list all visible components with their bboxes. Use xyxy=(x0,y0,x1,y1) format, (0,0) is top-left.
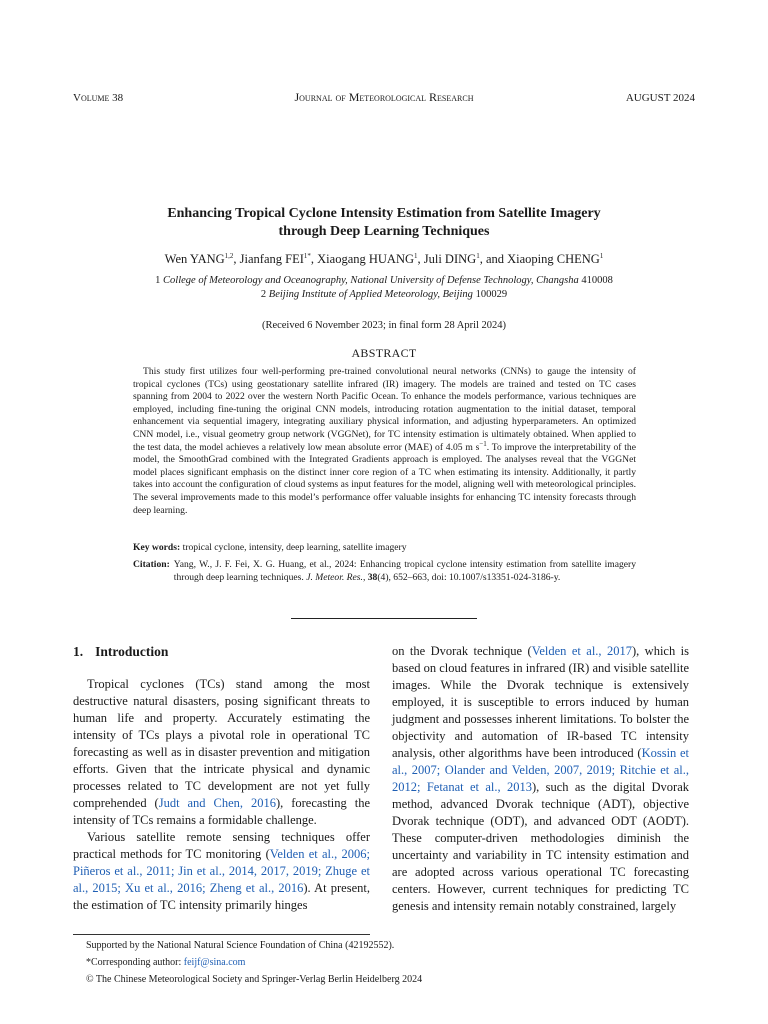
affiliation-number: 2 xyxy=(260,289,267,300)
author: Juli DING xyxy=(423,252,477,266)
keywords-text: tropical cyclone, intensity, deep learning, satellite imagery xyxy=(182,542,407,553)
paper-title xyxy=(100,205,668,241)
paragraph-text: on the Dvorak technique ( xyxy=(392,644,532,658)
title-line-1: Enhancing Tropical Cyclone Intensity Estimation from Satellite Imagery xyxy=(167,206,601,221)
title-line-2: through Deep Learning Techniques xyxy=(278,224,490,239)
author-separator: , xyxy=(417,252,424,266)
section-heading xyxy=(73,643,370,660)
affiliation-org: College of Meteorology and Oceanography, National University of Defense Technology, Changsha xyxy=(163,275,579,286)
footnote-copyright: © The Chinese Meteorological Society and Springer-Verlag Berlin Heidelberg 2024 xyxy=(86,974,423,985)
author: Jianfang FEI xyxy=(239,252,304,266)
affiliation-2 xyxy=(100,289,668,300)
author: Xiaogang HUANG xyxy=(317,252,414,266)
unit-exponent: −1 xyxy=(479,439,487,448)
citation xyxy=(133,559,636,584)
reference-link[interactable]: Velden et al., 2006; Piñeros et al., 2011; Jin et al., 2014, 2017, 2019; Zhuge et al., 2015; Xu et al., 2016; Zheng et al., 2016 xyxy=(73,847,370,895)
abstract-text: . To improve the interpretability of the model, the SmoothGrad combined with the Integrated Gradients approach is employed. The analyses reveal that the VGGNet model places significant emphasis on the distinct inner core region of a TC when estimating its intensity. Additionally, it partly takes into account the configuration of cloud systems as input features for the model, aligning well with meteorological principles. The several improvements made to this model’s performance offer valuable insights for enhancing TC intensity forecasts through deep learning. xyxy=(133,441,636,516)
paragraph-text: ). At present, the estimation of TC intensity primarily hinges xyxy=(73,881,370,912)
keywords xyxy=(133,542,636,553)
abstract-heading: ABSTRACT xyxy=(351,346,417,360)
author-list xyxy=(100,252,668,267)
paragraph-text: Tropical cyclones (TCs) stand among the most destructive natural disasters, posing significant threats to human life and property. Accurately estimating the intensity of TCs plays a pivotal role in operational TC forecasting as well as in disaster prevention and mitigation efforts. Given that the intricate physical and dynamic processes related to TC development are not yet fully comprehended ( xyxy=(73,677,370,810)
author-separator: , and xyxy=(479,252,508,266)
section-title: Introduction xyxy=(95,644,169,659)
author-affil-sup: 1 xyxy=(414,251,418,260)
right-column xyxy=(392,643,689,915)
running-header-date: AUGUST 2024 xyxy=(625,92,695,104)
running-header-volume: Volume 38 xyxy=(73,92,124,104)
citation-volume: 38 xyxy=(367,571,378,583)
footnote-corresponding xyxy=(86,957,245,968)
reference-link[interactable]: Judt and Chen, 2016 xyxy=(158,796,276,810)
paragraph-text: Various satellite remote sensing techniques offer practical methods for TC monitoring ( xyxy=(73,830,370,861)
received-dates: (Received 6 November 2023; in final form 28 April 2024) xyxy=(261,320,507,331)
author-separator: , xyxy=(310,252,318,266)
affiliation-zip: 410008 xyxy=(581,275,613,286)
footnote-divider xyxy=(73,934,370,935)
affiliation-number: 1 xyxy=(155,275,161,286)
author-separator: , xyxy=(233,252,240,266)
paragraph-text: ), such as the digital Dvorak method, advanced Dvorak technique (ADT), objective Dvorak technique (ODT), and advanced ODT (AODT). These computer-driven methodologies diminish the uncertainty and variability in TC intensity estimation and are adopted across various operational TC forecasting centers. However, current techniques for predicting TC genesis and intensity remain notably constrained, largely xyxy=(392,780,690,913)
section-divider xyxy=(291,618,477,619)
reference-link[interactable]: Velden et al., 2017 xyxy=(531,644,632,658)
affiliation-org: Beijing Institute of Applied Meteorology, Beijing xyxy=(268,289,473,300)
citation-text-part: Yang, W., J. F. Fei, X. G. Huang, et al., 2024: Enhancing tropical cyclone intensity estimation from satellite imagery through deep learning techniques. xyxy=(173,559,636,583)
author-affil-sup: 1* xyxy=(303,251,311,260)
author-affil-sup: 1 xyxy=(599,251,604,260)
left-column xyxy=(73,643,370,914)
keywords-label: Key words: xyxy=(133,542,181,553)
paragraph xyxy=(73,829,370,914)
section-number: 1. xyxy=(73,644,84,659)
paragraph-text: ), forecasting the intensity of TCs remains a formidable challenge. xyxy=(73,796,370,827)
citation-separator: , xyxy=(362,571,368,583)
abstract-body xyxy=(133,366,636,517)
email-link[interactable]: feijf@sina.com xyxy=(183,957,246,968)
citation-text xyxy=(174,559,636,584)
citation-journal: J. Meteor. Res. xyxy=(306,571,363,583)
reference-link[interactable]: Kossin et al., 2007; Olander and Velden, 2007, 2019; Ritchie et al., 2012; Fetanat et al., 2013 xyxy=(392,746,690,794)
paragraph xyxy=(73,676,370,829)
citation-label: Citation: xyxy=(133,559,170,570)
author: Wen YANG xyxy=(164,252,225,266)
affiliation-1 xyxy=(100,275,668,286)
corresponding-label: *Corresponding author: xyxy=(86,957,184,968)
citation-text-part: (4), 652–663, doi: 10.1007/s13351-024-3186-y. xyxy=(377,571,561,583)
author: Xiaoping CHENG xyxy=(507,252,600,266)
author-affil-sup: 1,2 xyxy=(224,251,234,260)
abstract-text: This study first utilizes four well-performing pre-trained convolutional neural networks (CNNs) to gauge the intensity of tropical cyclones (TCs) using geostationary satellite infrared (IR) imagery. The models are trained and tested on TC cases spanning from 2004 to 2022 over the western North Pacific Ocean. To enhance the models performance, various techniques are employed, including fine-tuning the original CNN models, introducing rotation augmentation to the initial dataset, temporal enhancement via sequential imagery, integrating auxiliary physical information, and adjusting hyperparameters. An optimized CNN model, i.e., visual geometry group network (VGGNet), for TC intensity estimation is ultimately obtained. When applied to the test data, the model achieves a relatively low mean absolute error (MAE) of 4.05 m s xyxy=(133,366,636,453)
paragraph-text: ), which is based on cloud features in infrared (IR) and visible satellite images. While the Dvorak technique is extensively employed, it is susceptible to errors induced by human judgment and possesses inherent limitations. To bolster the objectivity and automation of IR-based TC intensity analysis, other algorithms have been introduced ( xyxy=(392,644,689,760)
footnote-funding: Supported by the National Natural Science Foundation of China (42192552). xyxy=(86,940,395,951)
author-affil-sup: 1 xyxy=(476,251,480,260)
affiliation-zip: 100029 xyxy=(475,289,508,300)
paragraph xyxy=(392,643,689,915)
running-header-journal: Journal of Meteorological Research xyxy=(294,90,474,104)
